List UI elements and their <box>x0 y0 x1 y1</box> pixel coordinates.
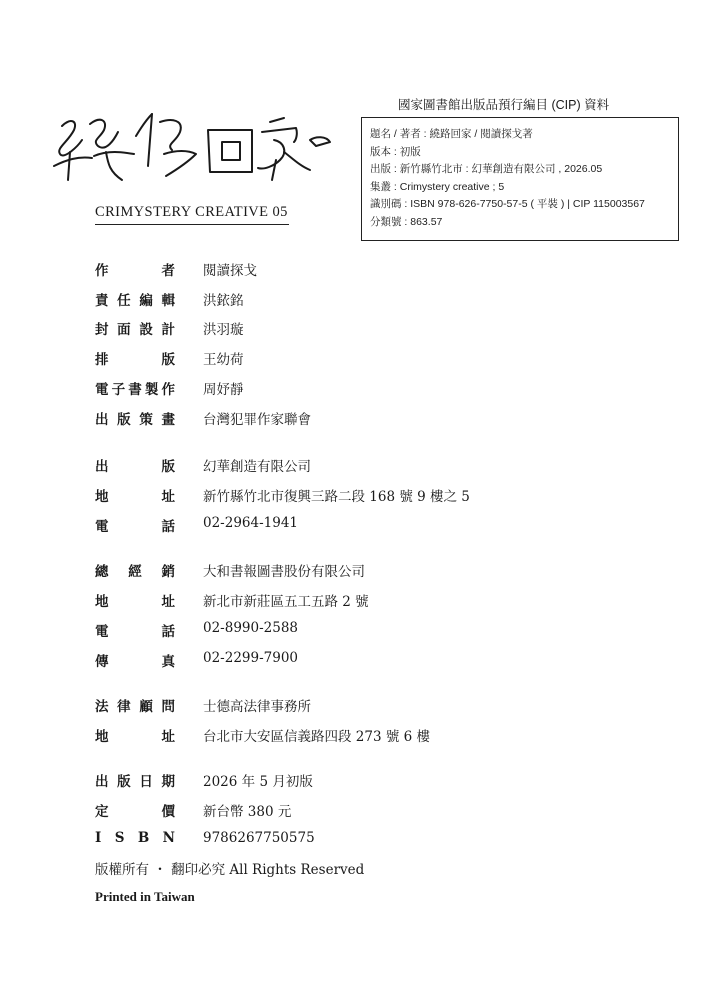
credit-label: 封 面 設 計 <box>95 322 175 338</box>
printed-in: Printed in Taiwan <box>95 889 195 904</box>
credit-value: 周妤靜 <box>203 382 244 398</box>
credit-label: 作 者 <box>95 263 175 279</box>
credit-value: 大和書報圖書股份有限公司 <box>203 564 365 580</box>
credit-value: 閱讀探戈 <box>203 263 257 279</box>
credit-label: 總 經 銷 <box>95 564 175 580</box>
credit-value: 士德高法律事務所 <box>203 699 311 715</box>
title-calligraphy <box>48 96 338 192</box>
credit-label: 定 價 <box>95 804 175 820</box>
credit-value: 02-2964-1941 <box>203 515 299 531</box>
credit-value: 王幼荷 <box>203 352 244 368</box>
credit-value: 台灣犯罪作家聯會 <box>203 412 311 428</box>
credit-label: I S B N <box>95 830 175 846</box>
credit-label: 法 律 顧 問 <box>95 699 175 715</box>
credit-label: 地 址 <box>95 489 175 505</box>
credit-label: 電 話 <box>95 624 175 640</box>
credit-label: 責 任 編 輯 <box>95 293 175 309</box>
credit-value: 洪羽璇 <box>203 322 244 338</box>
credit-label: 出 版 <box>95 459 175 475</box>
credit-value: 洪銥銘 <box>203 293 244 309</box>
credit-label: 出 版 策 畫 <box>95 412 175 428</box>
credit-label: 電 子 書 製 作 <box>95 382 175 398</box>
credit-value: 2026 年 5 月初版 <box>203 774 313 790</box>
credit-value: 02-2299-7900 <box>203 650 299 666</box>
cip-line-title: 題名 / 著者 : 繞路回家 / 閱讀探戈著 <box>370 128 533 140</box>
credit-label: 地 址 <box>95 594 175 610</box>
credit-label: 電 話 <box>95 519 175 535</box>
copyright-notice: 版權所有 ・ 翻印必究 All Rights Reserved <box>95 862 365 878</box>
credit-value: 新竹縣竹北市復興三路二段 168 號 9 樓之 5 <box>203 489 470 505</box>
credit-label: 排 版 <box>95 352 175 368</box>
credit-value: 02-8990-2588 <box>203 620 299 636</box>
credit-value: 9786267750575 <box>203 830 315 846</box>
series-code: CRIMYSTERY CREATIVE 05 <box>95 204 289 225</box>
credit-label: 傳 真 <box>95 654 175 670</box>
cip-line-publication: 出版 : 新竹縣竹北市 : 幻華創造有限公司 , 2026.05 <box>370 163 603 176</box>
credit-value: 幻華創造有限公司 <box>203 459 311 475</box>
cip-line-series: 集叢 : Crimystery creative ; 5 <box>370 180 505 193</box>
cip-line-edition: 版本 : 初版 <box>370 145 421 158</box>
credit-value: 新北市新莊區五工五路 2 號 <box>203 594 369 610</box>
credit-label: 出 版 日 期 <box>95 774 175 790</box>
cip-line-identifier: 識別碼 : ISBN 978-626-7750-57-5 ( 平裝 ) | CIP 115003567 <box>370 198 645 211</box>
credit-label: 地 址 <box>95 729 175 745</box>
credit-value: 新台幣 380 元 <box>203 804 292 820</box>
cip-title: 國家圖書館出版品預行編目 (CIP) 資料 <box>398 98 610 112</box>
cip-data-box <box>361 117 679 241</box>
cip-line-classification: 分類號 : 863.57 <box>370 215 443 228</box>
book-title-logo <box>48 96 338 192</box>
credit-value: 台北市大安區信義路四段 273 號 6 樓 <box>203 729 431 745</box>
